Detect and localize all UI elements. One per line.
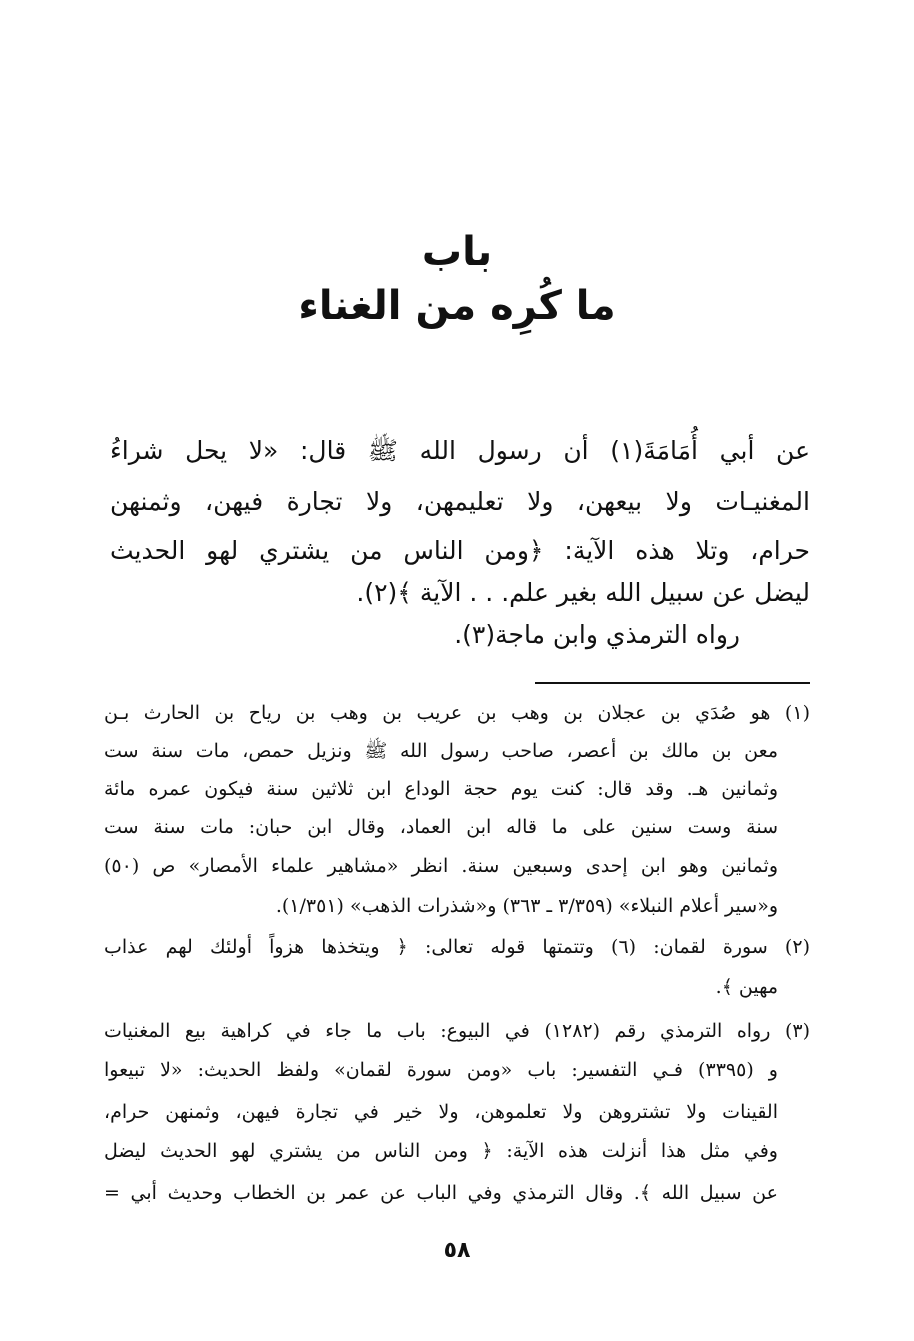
- chapter-title: ما كُرِه من الغناء: [298, 283, 616, 329]
- footnote-line: وثمانين وهو ابن إحدى وسبعين سنة. انظر «مشاهير علماء الأمصار» ص (٥٠): [104, 855, 778, 877]
- hadith-line: حرام، وتلا هذه الآية: ﴿ومن الناس من يشتري لهو الحديث: [110, 536, 810, 565]
- footnote-line: و (٣٣٩٥) فـي التفسير: باب «ومن سورة لقمان» ولفظ الحديث: «لا تبيعوا: [104, 1059, 778, 1081]
- footnote-line: وفي مثل هذا أنزلت هذه الآية: ﴿ ومن الناس من يشتري لهو الحديث ليضل: [104, 1140, 778, 1162]
- footnote-line: و«سير أعلام النبلاء» (٣/٣٥٩ ـ ٣٦٣) و«شذرات الذهب» (١/٣٥١).: [275, 895, 778, 917]
- footnote-line: عن سبيل الله ﴾. وقال الترمذي وفي الباب عن عمر بن الخطاب وحديث أبي =: [104, 1182, 778, 1204]
- footnote-line: وثمانين هـ. وقد قال: كنت يوم حجة الوداع ابن ثلاثين سنة فيكون عمره مائة: [104, 778, 778, 800]
- footnote-line: (٢) سورة لقمان: (٦) وتتمتها قوله تعالى: ﴿ ويتخذها هزواً أولئك لهم عذاب: [104, 936, 810, 958]
- page-number: ٥٨: [443, 1238, 471, 1263]
- hadith-line: ليضل عن سبيل الله بغير علم. . . الآية ﴾(٢).: [356, 578, 810, 607]
- footnote-line: القينات ولا تشتروهن ولا تعلموهن، ولا خير في تجارة فيهن، وثمنهن حرام،: [104, 1101, 778, 1123]
- footnote-line: مهين ﴾.: [715, 976, 778, 998]
- hadith-source-line: رواه الترمذي وابن ماجة(٣).: [454, 620, 740, 649]
- footnote-separator: [535, 682, 810, 684]
- hadith-line: عن أبي أُمَامَةَ(١) أن رسول الله ﷺ قال: «لا يحل شراءُ: [110, 436, 810, 465]
- chapter-heading: باب: [421, 229, 493, 275]
- hadith-line: المغنيـات ولا بيعهن، ولا تعليمهن، ولا تجارة فيهن، وثمنهن: [110, 487, 810, 516]
- footnote-line: (٣) رواه الترمذي رقم (١٢٨٢) في البيوع: باب ما جاء في كراهية بيع المغنيات: [104, 1020, 810, 1042]
- footnote-line: سنة وست سنين على ما قاله ابن العماد، وقال ابن حبان: مات سنة ست: [104, 816, 778, 838]
- footnote-line: (١) هو صُدَي بن عجلان بن وهب بن عريب بن وهب بن رياح بن الحارث بـن: [104, 702, 810, 724]
- footnote-line: معن بن مالك بن أعصر، صاحب رسول الله ﷺ ونزيل حمص، مات سنة ست: [104, 740, 778, 762]
